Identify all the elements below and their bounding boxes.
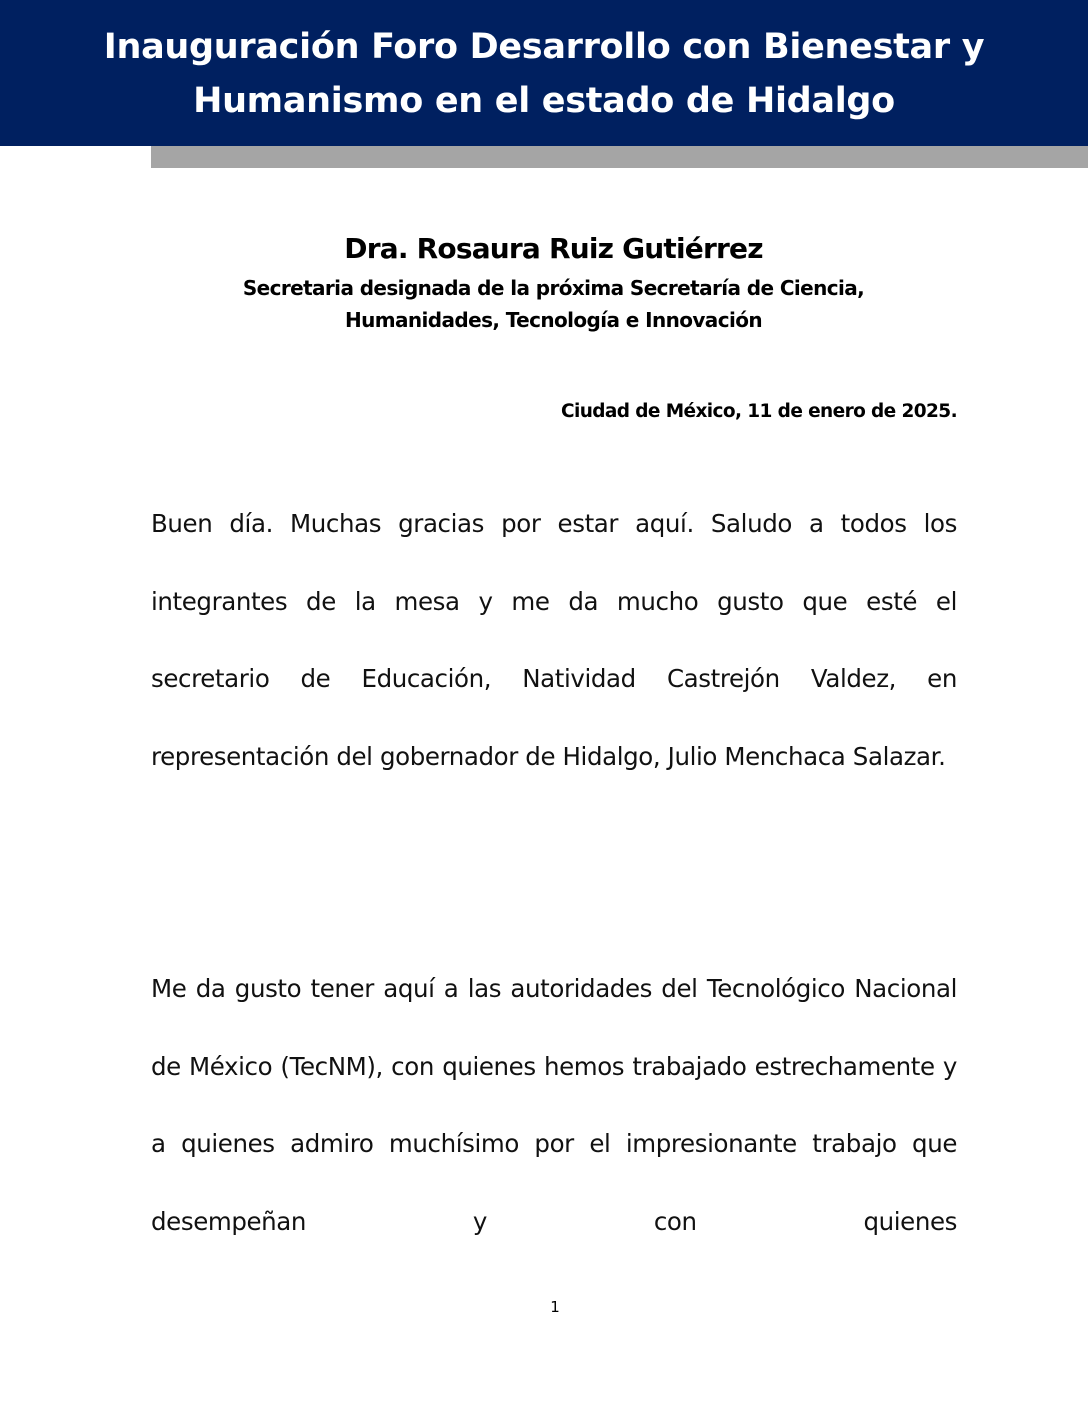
place-and-date: Ciudad de México, 11 de enero de 2025. xyxy=(560,401,957,422)
speaker-block xyxy=(151,226,956,336)
speaker-role-line-2: Humanidades, Tecnología e Innovación xyxy=(345,308,762,332)
header-band xyxy=(0,0,1088,146)
body-paragraph-container xyxy=(151,485,957,795)
header-divider-bar xyxy=(151,146,1088,168)
document-title: Inauguración Foro Desarrollo con Bienestar y Humanismo en el estado de Hidalgo xyxy=(103,27,985,121)
speaker-role-line-1: Secretaria designada de la próxima Secretaría de Ciencia, xyxy=(242,276,865,300)
speaker-name: Dra. Rosaura Ruiz Gutiérrez xyxy=(344,232,763,265)
body-paragraph-container xyxy=(151,950,957,1260)
body-paragraph-continued: Me da gusto tener aquí a las autoridades del Tecnológico Nacional de México (TecNM), con quienes hemos trabajado estrechamente y a quienes admiro muchísimo por el impresionante trabajo que desempeñan y con quienes xyxy=(151,974,957,1236)
page-number: 1 xyxy=(550,1298,560,1316)
body-paragraph: Buen día. Muchas gracias por estar aquí. Saludo a todos los integrantes de la mesa y me da mucho gusto que esté el secretario de Educación, Natividad Castrejón Valdez, en representación del gobernador de Hidalgo, Julio Menchaca Salazar. xyxy=(151,509,957,771)
